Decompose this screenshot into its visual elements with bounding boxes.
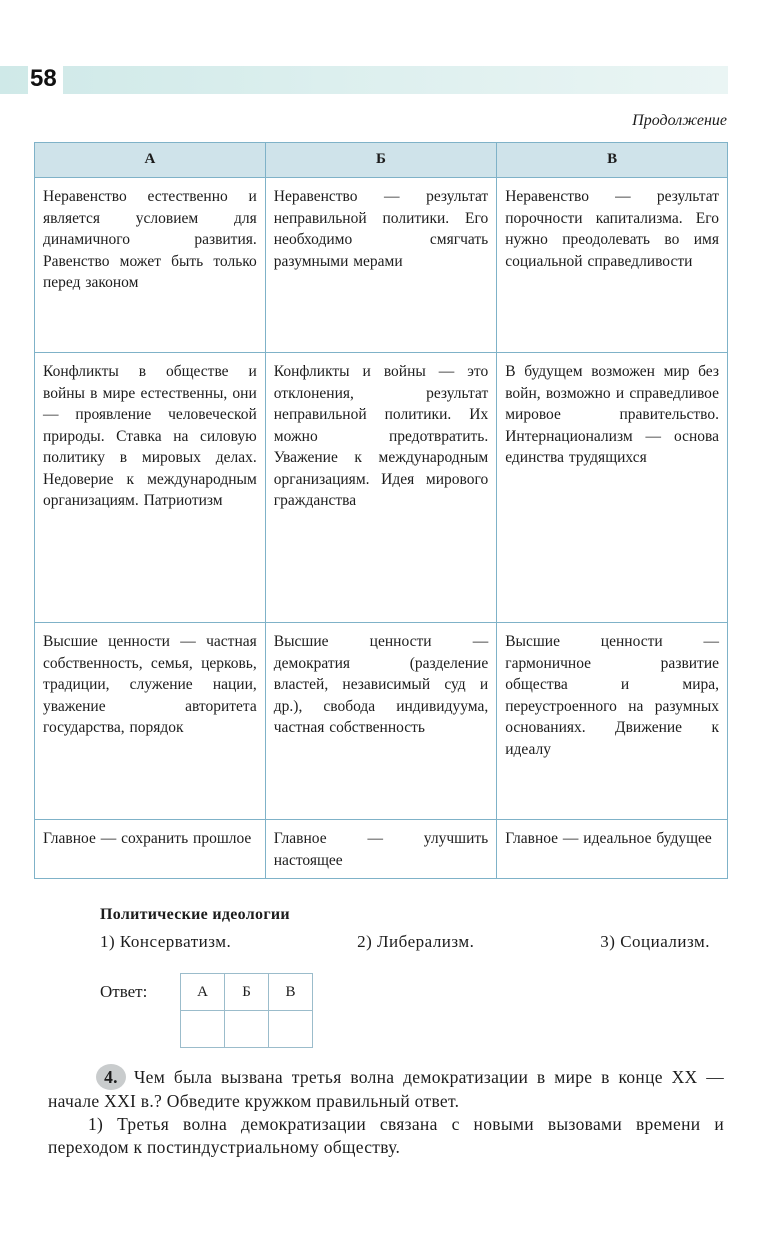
ideologies-list — [100, 932, 710, 952]
answer-column-v: В — [269, 974, 313, 1011]
continuation-label: Продолжение — [632, 112, 727, 129]
ideology-item: 1) Консерватизм. — [100, 932, 232, 951]
table-cell: В будущем возможен мир без войн, возможно и справедливое мировое правительство. Интернационализм — основа единства трудящихся — [497, 353, 728, 623]
table-cell: Высшие ценности — частная собственность, семья, церковь, традиции, служение нации, уважение авторитета государства, порядок — [35, 623, 266, 820]
answer-cell-b[interactable] — [225, 1011, 269, 1048]
task-4 — [48, 1064, 724, 1159]
table-row — [35, 623, 728, 820]
answer-cell-v[interactable] — [269, 1011, 313, 1048]
header-band — [0, 66, 728, 94]
task-option-1[interactable]: 1) Третья волна демократизации связана с новыми вызовами времени и переходом к постиндустриальному обществу. — [48, 1114, 724, 1157]
table-cell: Конфликты в обществе и войны в мире естественны, они — проявление человеческой природы. Ставка на силовую политику в мировых делах. Недоверие к международным организациям. Патриотизм — [35, 353, 266, 623]
answer-grid — [180, 973, 313, 1048]
answer-header-row — [181, 974, 313, 1011]
table-cell: Конфликты и войны — это отклонения, результат неправильной политики. Их можно предотвратить. Уважение к международным организациям. Идея мирового гражданства — [265, 353, 496, 623]
answer-column-a: А — [181, 974, 225, 1011]
table-cell: Высшие ценности — демократия (разделение властей, независимый суд и др.), свобода индивидуума, частная собственность — [265, 623, 496, 820]
column-header-a: А — [35, 143, 266, 178]
task-number-badge: 4. — [96, 1064, 126, 1090]
ideology-table — [34, 142, 728, 879]
answer-input-row — [181, 1011, 313, 1048]
table-cell: Неравенство — результат порочности капитализма. Его нужно преодолевать во имя социальной справедливости — [497, 178, 728, 353]
ideologies-title: Политические идеологии — [100, 906, 290, 923]
page-number: 58 — [28, 64, 63, 94]
table-row — [35, 820, 728, 879]
answer-label: Ответ: — [100, 982, 148, 1001]
table-cell: Главное — улучшить настоящее — [265, 820, 496, 879]
table-row — [35, 178, 728, 353]
table-cell: Высшие ценности — гармоничное развитие общества и мира, переустроенного на разумных основаниях. Движение к идеалу — [497, 623, 728, 820]
answer-column-b: Б — [225, 974, 269, 1011]
table-cell: Главное — сохранить прошлое — [35, 820, 266, 879]
column-header-v: В — [497, 143, 728, 178]
ideology-item: 2) Либерализм. — [357, 932, 475, 951]
column-header-b: Б — [265, 143, 496, 178]
table-header-row — [35, 143, 728, 178]
ideology-item: 3) Социализм. — [600, 932, 710, 951]
table-cell: Неравенство — результат неправильной политики. Его необходимо смягчать разумными мерами — [265, 178, 496, 353]
table-row — [35, 353, 728, 623]
task-question: Чем была вызвана третья волна демократизации в мире в конце XX — начале XXI в.? Обведите кружком правильный ответ. — [48, 1067, 724, 1111]
table-cell: Неравенство естественно и является условием для динамичного развития. Равенство может быть только перед законом — [35, 178, 266, 353]
answer-cell-a[interactable] — [181, 1011, 225, 1048]
table-cell: Главное — идеальное будущее — [497, 820, 728, 879]
